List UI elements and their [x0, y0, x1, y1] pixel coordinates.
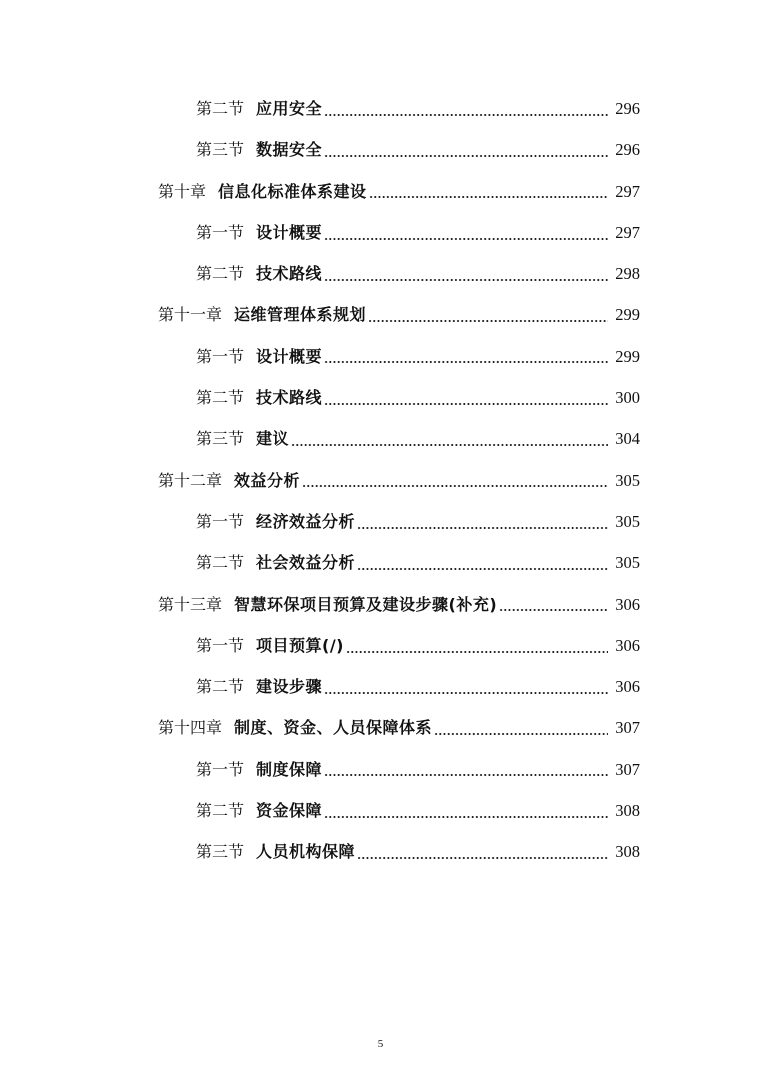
toc-entry-number: 第三节 — [196, 842, 245, 862]
toc-entry-page-number: 304 — [615, 429, 640, 449]
toc-entry-page-number: 305 — [615, 470, 640, 490]
dot-leader — [324, 774, 608, 776]
dot-leader — [434, 733, 608, 735]
toc-entry-number: 第二节 — [196, 99, 245, 118]
toc-section-entry[interactable] — [0, 212, 761, 253]
toc-chapter-entry[interactable] — [0, 171, 761, 212]
dot-leader — [499, 609, 608, 611]
toc-entry-title: 资金保障 — [256, 801, 323, 821]
footer-page-number: 5 — [377, 1038, 384, 1050]
toc-entry-number: 第十章 — [158, 181, 207, 201]
toc-entry-title: 智慧环保项目预算及建设步骤(补充) — [234, 594, 498, 614]
dot-leader — [357, 857, 608, 859]
dot-leader — [368, 320, 608, 322]
toc-section-entry[interactable] — [0, 831, 761, 872]
toc-entry-number: 第二节 — [196, 553, 245, 573]
toc-section-entry[interactable] — [0, 749, 761, 790]
toc-section-entry[interactable] — [0, 129, 761, 170]
toc-entry-number: 第二节 — [196, 801, 245, 821]
toc-entry-page-number: 296 — [615, 140, 640, 160]
toc-entry-page-number: 305 — [615, 511, 640, 531]
dot-leader — [291, 444, 608, 446]
toc-entry-page-number: 308 — [615, 842, 640, 862]
dot-leader — [324, 238, 608, 240]
toc-chapter-entry[interactable] — [0, 584, 761, 625]
toc-entry-number: 第二节 — [196, 677, 245, 697]
toc-entry-number: 第十一章 — [158, 305, 223, 325]
toc-entry-number: 第十二章 — [158, 470, 223, 490]
dot-leader — [324, 155, 608, 157]
toc-entry-number: 第二节 — [196, 388, 245, 408]
dot-leader — [324, 361, 608, 363]
toc-entry-page-number: 305 — [615, 553, 640, 573]
dot-leader — [357, 568, 608, 570]
toc-entry-number: 第十四章 — [158, 718, 223, 738]
dot-leader — [346, 651, 608, 653]
toc-entry-page-number: 306 — [615, 677, 640, 697]
toc-entry-title: 建设步骤 — [256, 677, 323, 697]
toc-entry-title: 建议 — [256, 429, 290, 449]
toc-section-entry[interactable] — [0, 418, 761, 459]
toc-entry-number: 第一节 — [196, 346, 245, 366]
toc-entry-title: 设计概要 — [256, 346, 323, 366]
toc-entry-page-number: 299 — [615, 346, 640, 366]
toc-section-entry[interactable] — [0, 336, 761, 377]
toc-entry-page-number: 307 — [615, 718, 640, 738]
toc-entry-number: 第二节 — [196, 264, 245, 284]
toc-entry-page-number: 296 — [615, 99, 640, 118]
toc-entry-page-number: 307 — [615, 759, 640, 779]
toc-entry-page-number: 299 — [615, 305, 640, 325]
toc-entry-number: 第三节 — [196, 140, 245, 160]
toc-entry-title: 制度保障 — [256, 759, 323, 779]
dot-leader — [324, 692, 608, 694]
toc-entry-title: 应用安全 — [256, 99, 323, 118]
toc-section-entry[interactable] — [0, 88, 761, 129]
toc-entry-title: 数据安全 — [256, 140, 323, 160]
toc-section-entry[interactable] — [0, 377, 761, 418]
dot-leader — [324, 114, 608, 116]
toc-section-entry[interactable] — [0, 625, 761, 666]
toc-section-entry[interactable] — [0, 666, 761, 707]
toc-entry-number: 第一节 — [196, 759, 245, 779]
dot-leader — [357, 527, 608, 529]
toc-chapter-entry[interactable] — [0, 294, 761, 335]
toc-entry-title: 信息化标准体系建设 — [218, 181, 367, 201]
toc-entry-title: 技术路线 — [256, 388, 323, 408]
toc-entry-number: 第一节 — [196, 222, 245, 242]
dot-leader — [369, 196, 608, 198]
toc-entry-page-number: 298 — [615, 264, 640, 284]
dot-leader — [324, 403, 608, 405]
table-of-contents — [0, 88, 761, 873]
toc-entry-title: 项目预算(/) — [256, 635, 344, 655]
toc-entry-number: 第一节 — [196, 511, 245, 531]
toc-entry-page-number: 308 — [615, 801, 640, 821]
dot-leader — [324, 279, 608, 281]
toc-entry-page-number: 297 — [615, 181, 640, 201]
toc-entry-title: 经济效益分析 — [256, 511, 356, 531]
dot-leader — [324, 816, 608, 818]
toc-entry-number: 第一节 — [196, 635, 245, 655]
toc-entry-title: 社会效益分析 — [256, 553, 356, 573]
toc-chapter-entry[interactable] — [0, 460, 761, 501]
dot-leader — [302, 485, 608, 487]
toc-entry-title: 效益分析 — [234, 470, 301, 490]
toc-section-entry[interactable] — [0, 253, 761, 294]
toc-section-entry[interactable] — [0, 501, 761, 542]
toc-entry-title: 设计概要 — [256, 222, 323, 242]
toc-entry-page-number: 300 — [615, 388, 640, 408]
toc-entry-page-number: 306 — [615, 594, 640, 614]
toc-entry-title: 人员机构保障 — [256, 842, 356, 862]
toc-entry-page-number: 306 — [615, 635, 640, 655]
toc-entry-title: 运维管理体系规划 — [234, 305, 367, 325]
toc-section-entry[interactable] — [0, 790, 761, 831]
toc-section-entry[interactable] — [0, 542, 761, 583]
toc-entry-title: 制度、资金、人员保障体系 — [234, 718, 433, 738]
toc-entry-title: 技术路线 — [256, 264, 323, 284]
toc-entry-page-number: 297 — [615, 222, 640, 242]
toc-entry-number: 第三节 — [196, 429, 245, 449]
toc-chapter-entry[interactable] — [0, 707, 761, 748]
toc-entry-number: 第十三章 — [158, 594, 223, 614]
